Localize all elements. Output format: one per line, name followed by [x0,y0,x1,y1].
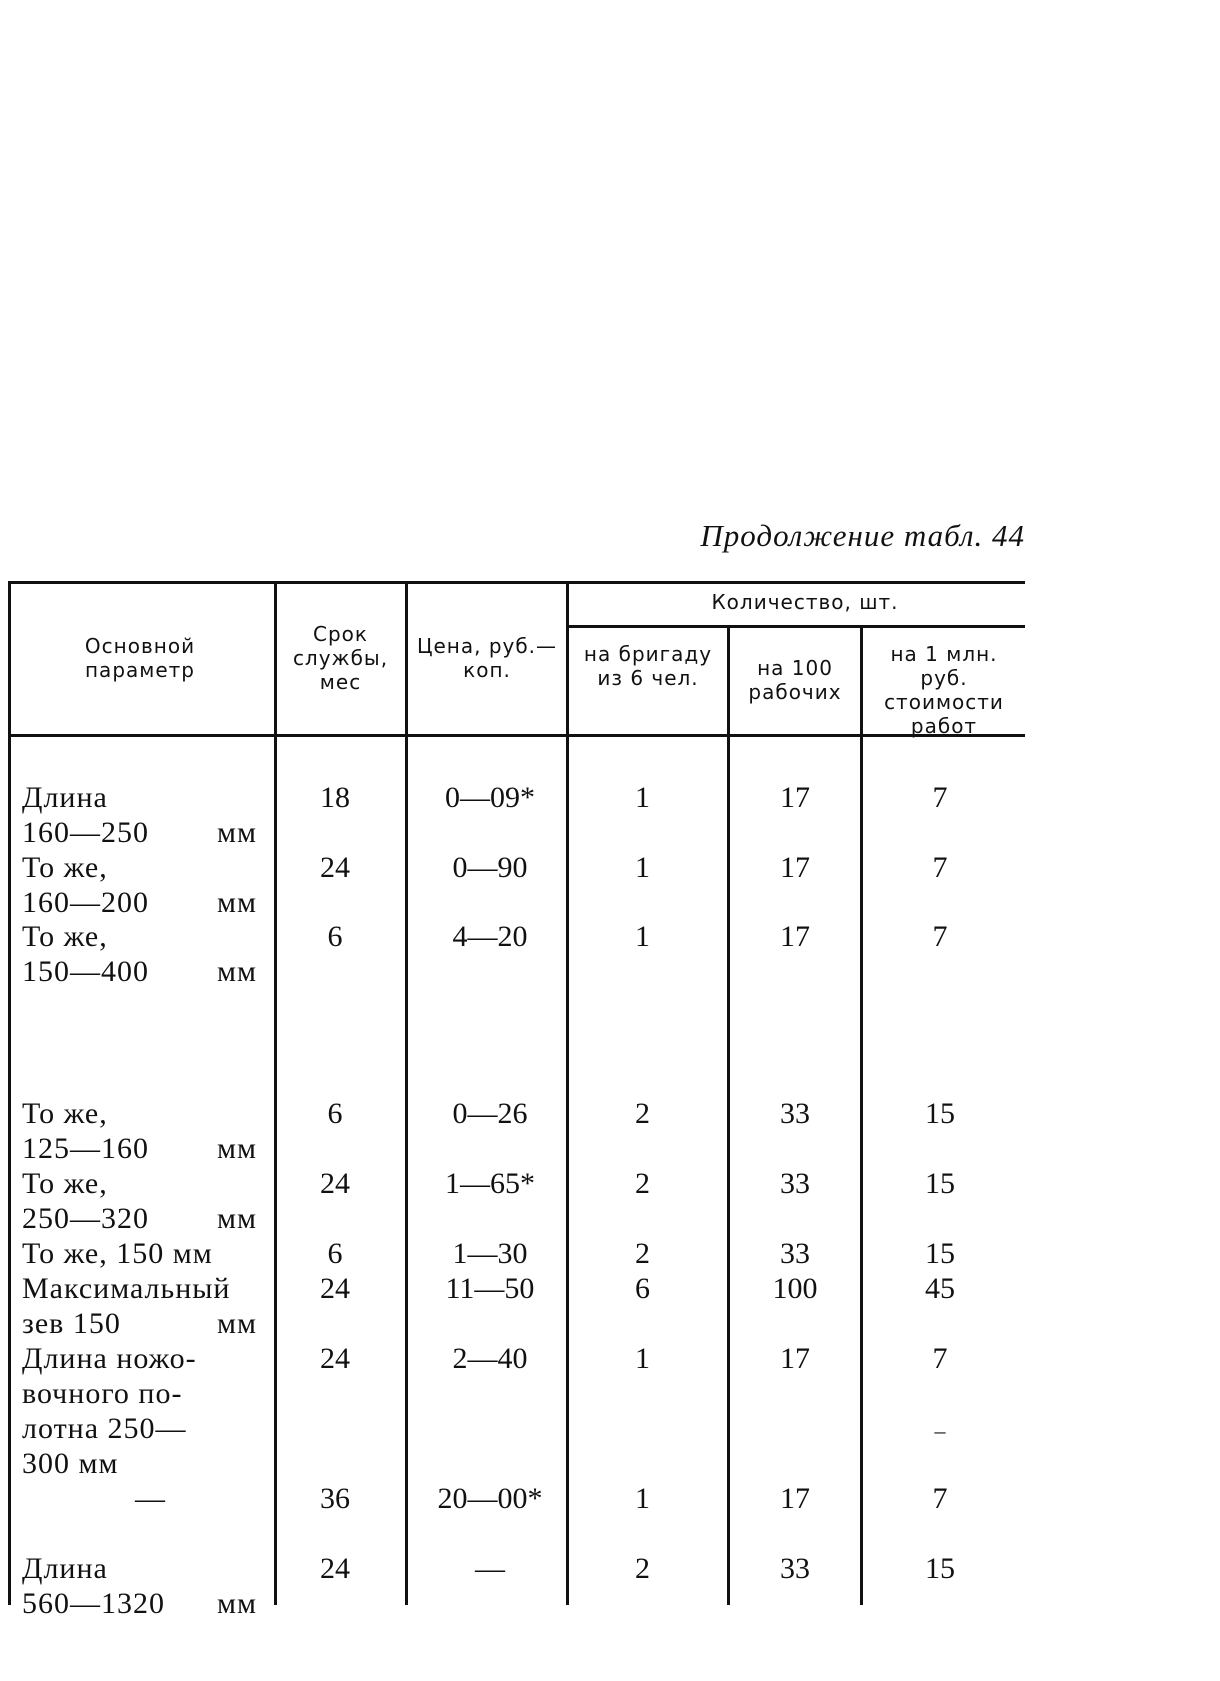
param-line: Длина ножо- [22,1342,197,1375]
per100-cell: 33 [780,1552,810,1585]
header-qty-group: Количество, шт. [711,590,899,614]
per100-cell: 17 [780,920,810,953]
srok-cell: 24 [320,1342,350,1375]
per-mln-cell: 45 [925,1272,955,1305]
per-mln-cell: 15 [925,1167,955,1200]
per-mln-cell: 7 [932,1482,948,1515]
per100-cell: 100 [772,1272,818,1305]
per100-cell: 33 [780,1097,810,1130]
param-line: 125—160 [22,1132,149,1165]
per-mln-dash: – [934,1418,946,1443]
brigade-cell: 1 [635,781,650,814]
param-cell [22,1166,257,1236]
brigade-cell: 6 [635,1272,650,1305]
param-unit: мм [217,886,257,919]
srok-cell: 18 [320,781,350,814]
param-line: Длина [22,781,108,814]
param-line: лотна 250— [22,1412,187,1445]
param-cell [22,1236,257,1271]
brigade-cell: 1 [635,1342,650,1375]
srok-cell: 36 [320,1482,350,1515]
srok-cell: 6 [327,920,343,953]
param-line: 150—400 [22,955,149,988]
param-line: вочного по- [22,1377,183,1410]
srok-cell: 6 [327,1097,343,1130]
col-divider-left [8,581,11,1605]
param-cell [22,850,257,920]
param-line: То же, [22,1167,108,1200]
param-cell [22,1341,257,1481]
brigade-cell: 2 [635,1552,650,1585]
price-cell: 1—30 [452,1237,528,1270]
srok-cell: 24 [320,1167,350,1200]
per100-cell: 33 [780,1167,810,1200]
brigade-cell: 2 [635,1237,650,1270]
srok-cell: 24 [320,851,350,884]
price-cell: 20—00* [437,1482,543,1515]
param-line: 300 мм [22,1447,119,1480]
per-mln-cell: 15 [925,1552,955,1585]
param-cell [22,1551,257,1621]
param-line: 160—250 [22,816,149,849]
per100-cell: 33 [780,1237,810,1270]
col-divider-1 [274,581,277,1605]
header-srok: Срок службы, мес [292,622,389,694]
srok-cell: 24 [320,1272,350,1305]
header-per-mln: на 1 млн. руб. стоимости работ [884,642,1004,738]
per-mln-cell: 7 [932,920,948,953]
col-divider-2 [405,581,408,1605]
price-cell: 0—26 [452,1097,528,1130]
price-cell: 4—20 [452,920,528,953]
per-mln-cell: 7 [932,851,948,884]
param-unit: мм [217,955,257,988]
param-line: То же, [22,920,108,953]
header-param: Основной параметр [84,634,196,682]
param-unit: мм [217,816,257,849]
per100-cell: 17 [780,1342,810,1375]
brigade-cell: 1 [635,851,650,884]
srok-cell: 6 [327,1237,343,1270]
param-unit: мм [217,1307,257,1340]
price-cell: 2—40 [452,1342,528,1375]
brigade-cell: 1 [635,1482,650,1515]
param-cell [22,919,257,989]
param-unit: мм [217,1132,257,1165]
table-caption: Продолжение табл. 44 [700,518,1025,553]
param-cell [22,780,257,850]
per-mln-cell: 15 [925,1097,955,1130]
per100-cell: 17 [780,781,810,814]
srok-cell: 24 [320,1552,350,1585]
param-line: То же, 150 мм [22,1237,213,1270]
param-unit: мм [217,1587,257,1620]
header-price: Цена, руб.—коп. [416,634,558,682]
param-line: Длина [22,1552,108,1585]
per-mln-cell: 15 [925,1237,955,1270]
price-cell: 0—90 [452,851,528,884]
param-cell: — [135,1482,165,1515]
per-mln-cell: 7 [932,1342,948,1375]
price-cell: 0—09* [445,781,535,814]
param-line: 250—320 [22,1202,149,1235]
qty-group-rule [568,625,1025,628]
brigade-cell: 2 [635,1097,650,1130]
price-cell: — [475,1552,505,1585]
per100-cell: 17 [780,1482,810,1515]
brigade-cell: 2 [635,1167,650,1200]
param-line: зев 150 [22,1307,121,1340]
param-line: 560—1320 [22,1587,165,1620]
per100-cell: 17 [780,851,810,884]
table-top-rule [8,581,1025,584]
param-line: Максимальный [22,1272,231,1305]
price-cell: 11—50 [445,1272,535,1305]
brigade-cell: 1 [635,920,650,953]
per-mln-cell: 7 [932,781,948,814]
header-per100: на 100 рабочих [748,656,842,704]
price-cell: 1—65* [445,1167,535,1200]
col-divider-3 [566,581,569,1605]
param-cell [22,1096,257,1166]
param-line: То же, [22,1097,108,1130]
col-divider-4 [727,625,730,1605]
param-line: То же, [22,851,108,884]
param-cell [22,1271,257,1341]
header-brigade: на бригаду из 6 чел. [583,642,713,690]
param-line: 160—200 [22,886,149,919]
col-divider-5 [860,625,863,1605]
param-unit: мм [217,1202,257,1235]
